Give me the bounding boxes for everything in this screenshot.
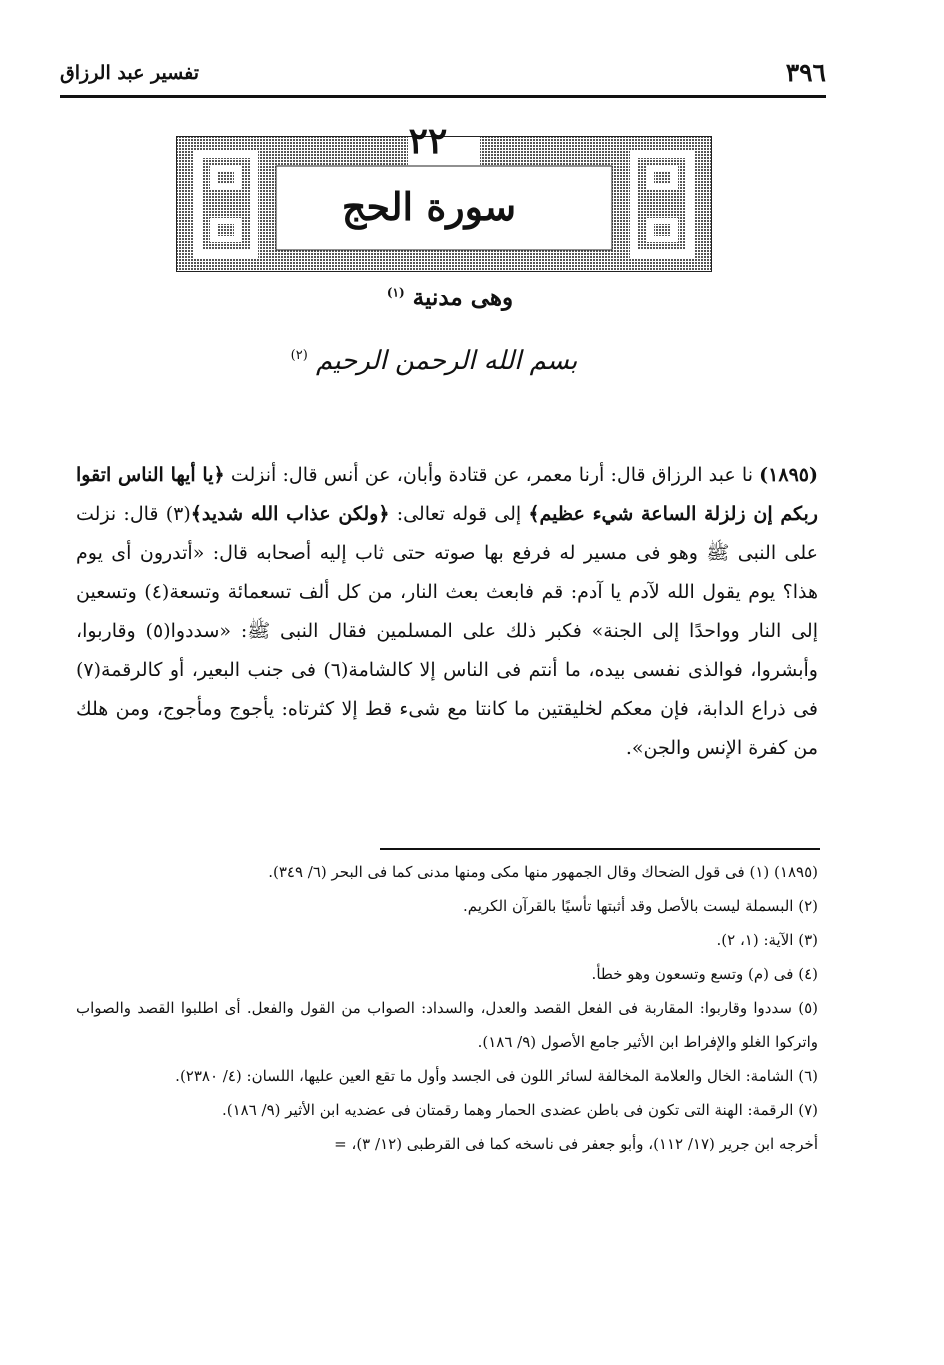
hadith-number: (١٨٩٥) [759, 464, 818, 486]
surah-number: ٢٢ [408, 120, 448, 162]
basmala-ref: (٢) [290, 348, 308, 364]
header-rule [60, 95, 826, 98]
surah-title: سورة الحج [341, 184, 517, 229]
basmala [250, 346, 610, 376]
quran-verse: ﴿يا أيها الناس اتقوا ربكم إن زلزلة الساعة شيء عظيم﴾ [76, 464, 818, 525]
page-number: ٣٩٦ [785, 58, 826, 87]
hadith-text [76, 456, 818, 768]
footnote: أخرجه ابن جرير (١٧/ ١١٢)، وأبو جعفر فى ناسخه كما فى القرطبى (١٢/ ٣)، = [334, 1135, 818, 1153]
basmala-text: بسم الله الرحمن الرحيم [316, 346, 578, 376]
book-title: تفسير عبد الرزاق [60, 62, 200, 84]
footnotes [76, 855, 818, 1161]
quran-verse: ﴿ولكن عذاب الله شديد﴾ [190, 503, 390, 525]
footnote: (٧) الرقمة: الهنة التى تكون فى باطن عضدى الحمار وهما رقمتان فى عضديه ابن الأثير (٩/ ١٨٦). [221, 1101, 818, 1119]
revelation-ref: (١) [386, 285, 405, 300]
revelation-note [320, 284, 580, 311]
revelation-text: وهى مدنية [412, 284, 514, 311]
footnote: (٢) البسملة ليست بالأصل وقد أثبتها تأسيًا بالقرآن الكريم. [462, 897, 818, 915]
footnote: (١٨٩٥) (١) فى قول الضحاك وقال الجمهور منها مكى ومنها مدنى كما فى البحر (٦/ ٣٤٩). [268, 863, 818, 881]
footnote: (٤) فى (م) وتسع وتسعون وهو خطأ. [591, 965, 818, 983]
text-segment: نا عبد الرزاق قال: أرنا معمر، عن قتادة وأبان، عن أنس قال: أنزلت [224, 464, 760, 486]
footnote: (٦) الشامة: الخال والعلامة المخالفة لسائر اللون فى الجسد وأول ما تقع العين عليها، اللسان: (٤/ ٢٣٨٠). [175, 1067, 818, 1085]
running-header [60, 58, 826, 92]
footnote-rule [380, 848, 820, 850]
text-segment: إلى قوله تعالى: [389, 503, 529, 525]
footnote: (٣) الآية: (١، ٢). [716, 931, 818, 949]
footnote: (٥) سددوا وقاربوا: المقاربة فى الفعل القصد والعدل، والسداد: الصواب من القول والفعل. أى اطلبوا القصد والصواب واتركوا الغلو والإفراط ابن الأثير جامع الأصول (٩/ ١٨٦). [76, 999, 818, 1051]
text-segment: (٣) قال: نزلت على النبى ﷺ وهو فى مسير له فرفع بها صوته حتى ثاب إليه أصحابه قال: «أتدرون أى يوم هذا؟ يوم يقول الله لآدم يا آدم: قم فابعث بعث النار، من كل ألف تسعمائة وتسعة(٤) وتسعين إلى النار وواحدًا إلى الجنة» فكبر ذلك على المسلمين فقال النبى ﷺ: «سددوا(٥) وقاربوا، وأبشروا، فوالذى نفسى بيده، ما أنتم فى الناس إلا كالشامة(٦) فى جنب البعير، أو كالرقمة(٧) فى ذراع الدابة، فإن معكم لخليقتين ما كانتا مع شىء قط إلا كثرتاه: يأجوج ومأجوج، ومن هلك من كفرة الإنس والجن». [76, 503, 818, 759]
